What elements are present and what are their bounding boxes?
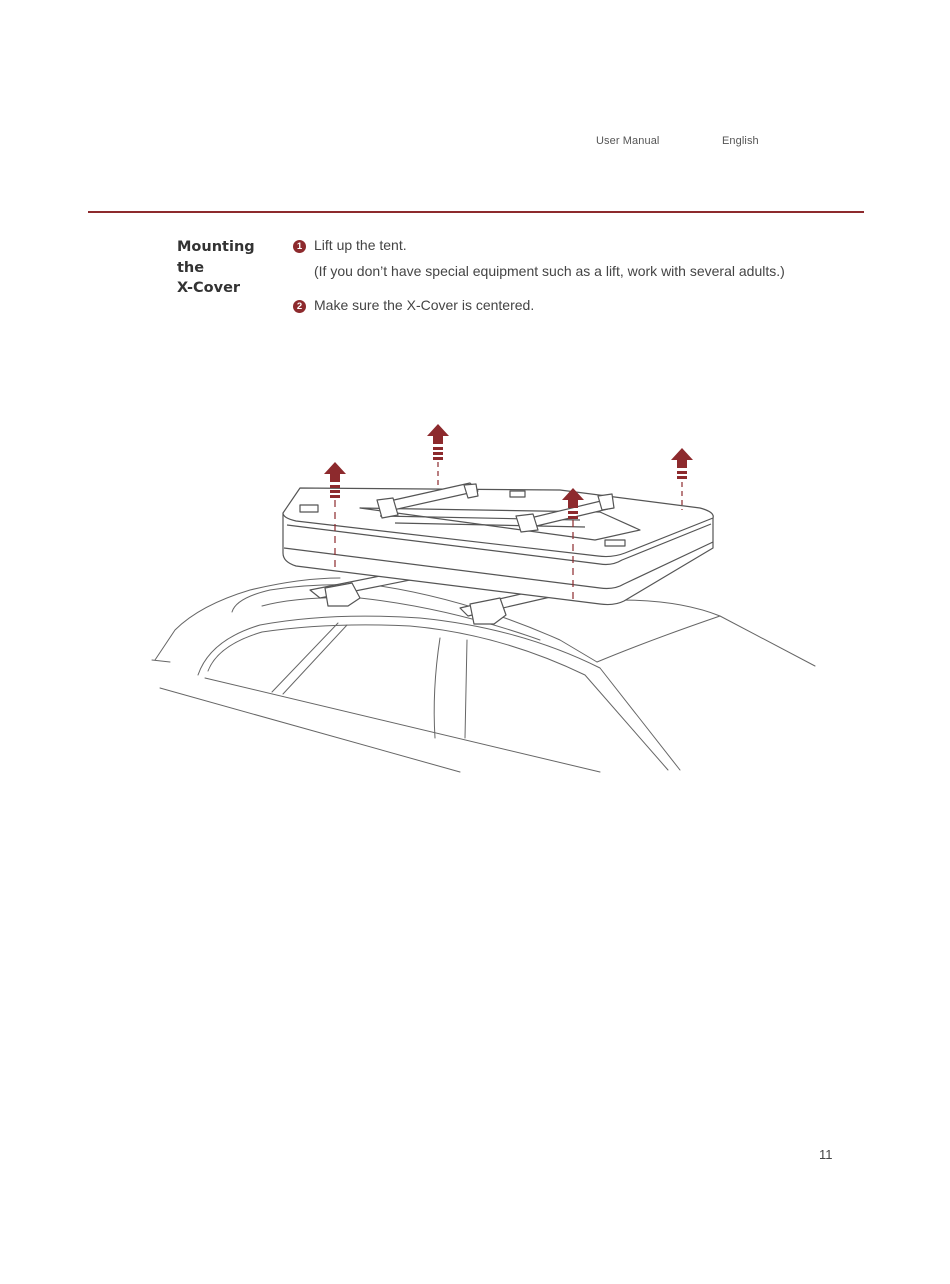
step-1-note: (If you don’t have special equipment such as a lift, work with several adults.) bbox=[314, 263, 785, 279]
step-text: Make sure the X-Cover is centered. bbox=[314, 297, 535, 313]
section-title-line: Mounting bbox=[177, 239, 255, 255]
step-text: Lift up the tent. bbox=[314, 237, 407, 253]
step-number-badge: 2 bbox=[293, 300, 306, 313]
page-number: 11 bbox=[819, 1147, 833, 1162]
section-title-line: the bbox=[177, 259, 205, 276]
header-language: English bbox=[722, 135, 759, 147]
step-number-badge: 1 bbox=[293, 240, 306, 253]
header-doc-type: User Manual bbox=[596, 135, 660, 147]
section-title-line: X-Cover bbox=[177, 280, 241, 296]
lift-arrow bbox=[427, 424, 449, 488]
lift-arrow bbox=[671, 448, 693, 510]
